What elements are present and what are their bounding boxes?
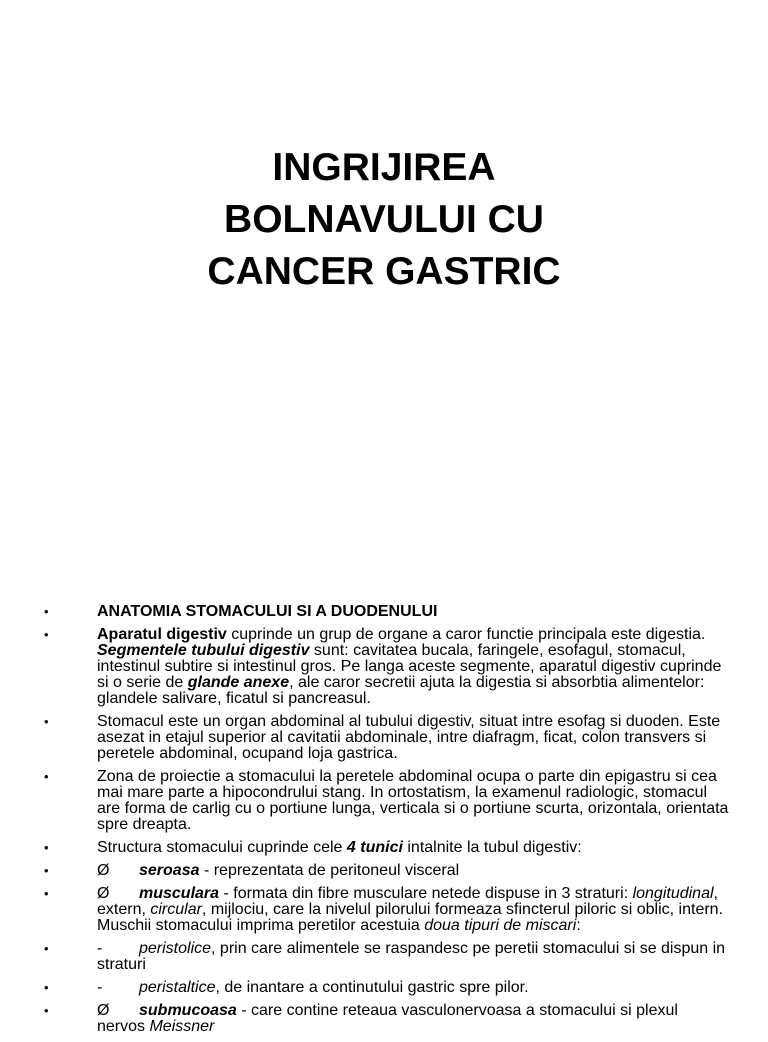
- text-run: 4 tunici: [346, 839, 403, 856]
- text-run: Segmentele tubului digestiv: [97, 642, 310, 659]
- text-run: sunt: cavitatea bucala, faringele, esofagul, stomacul, intestinul subtire si intestinul gros. Pe langa aceste segmente, aparatul digestiv cuprinde si o serie de: [97, 642, 722, 691]
- list-item-text: [97, 626, 721, 707]
- text-run: Stomacul este un organ abdominal al tubului digestiv, situat intre esofag si duoden. Este asezat in etajul superior al cavitatii abdominale, intre diafragm, ficat, colon transvers si peretele abdominal, ocupand loja gastrica.: [97, 713, 721, 762]
- list-item-text: [97, 862, 459, 879]
- text-run: cuprinde un grup de organe a caror functie principala este digestia.: [226, 626, 706, 643]
- list-item-text: [97, 940, 725, 973]
- text-run: - formata din fibre musculare netede dispuse in 3 straturi:: [219, 885, 633, 902]
- text-run: Structura stomacului cuprinde cele: [97, 839, 347, 856]
- list-item: [40, 863, 730, 879]
- text-run: , ale caror secretii ajuta la digestia si absorbtia alimentelor: glandele salivare, ficatul si pancreasul.: [97, 674, 705, 707]
- bullet-icon: •: [44, 886, 49, 901]
- dash-marker: -: [97, 940, 103, 957]
- text-run: , prin care alimentele se raspandesc pe peretii stomacului si se dispun in straturi: [97, 940, 726, 973]
- text-run: seroasa: [139, 862, 200, 879]
- text-run: circular: [150, 901, 202, 918]
- bullet-icon: •: [44, 604, 49, 619]
- list-item: [40, 886, 730, 934]
- list-item-text: [97, 603, 437, 620]
- list-item: [40, 604, 730, 620]
- dash-marker: -: [97, 979, 103, 996]
- text-run: :: [576, 917, 581, 934]
- text-run: ANATOMIA STOMACULUI SI A DUODENULUI: [97, 603, 438, 620]
- list-item-text: [97, 1002, 678, 1035]
- list-item-text: [97, 885, 723, 934]
- list-item: [40, 980, 730, 996]
- list-item-text: [97, 768, 728, 833]
- text-run: , de inantare a continutului gastric spre pilor.: [215, 979, 529, 996]
- text-run: peristolice: [139, 940, 212, 957]
- bullet-icon: •: [44, 1003, 49, 1018]
- text-run: Zona de proiectie a stomacului la peretele abdominal ocupa o parte din epigastru si cea mai mare parte a hipocondrului stang. In ortostatism, la examenul radiologic, stomacul are forma de carlig cu o portiune lunga, verticala si o portiune scurta, orizontala, orientata spre dreapta.: [97, 768, 729, 833]
- text-run: intalnite la tubul digestiv:: [402, 839, 582, 856]
- empty-set-marker: Ø: [97, 862, 110, 879]
- bullet-icon: •: [44, 714, 49, 729]
- list-item: [40, 714, 730, 762]
- list-item: [40, 627, 730, 707]
- list-item-text: [97, 713, 720, 762]
- page-title: [0, 142, 768, 298]
- bullet-icon: •: [44, 941, 49, 956]
- text-run: longitudinal: [632, 885, 714, 902]
- text-run: , mijlociu, care la nivelul pilorului formeaza sfincterul piloric si oblic, intern. Muschii stomacului imprima peretilor acestuia: [97, 901, 724, 934]
- title-line-2: BOLNAVULUI CU: [224, 198, 544, 241]
- text-run: submucoasa: [139, 1002, 237, 1019]
- list-item: [40, 840, 730, 856]
- text-run: Meissner: [149, 1018, 215, 1035]
- text-run: peristaltice: [139, 979, 216, 996]
- text-run: - care contine reteaua vasculonervoasa a stomacului si plexul nervos: [97, 1002, 678, 1035]
- bullet-icon: •: [44, 769, 49, 784]
- empty-set-marker: Ø: [97, 1002, 110, 1019]
- title-line-1: INGRIJIREA: [272, 146, 496, 189]
- empty-set-marker: Ø: [97, 885, 110, 902]
- text-run: glande anexe: [187, 674, 290, 691]
- text-run: Aparatul digestiv: [97, 626, 227, 643]
- list-item: [40, 769, 730, 833]
- list-item: [40, 941, 730, 973]
- list-item: [40, 1003, 730, 1035]
- bullet-icon: •: [44, 627, 49, 642]
- bullet-icon: •: [44, 840, 49, 855]
- list-item-text: [97, 979, 529, 996]
- text-run: doua tipuri de miscari: [424, 917, 577, 934]
- title-line-3: CANCER GASTRIC: [207, 250, 561, 293]
- bullet-icon: •: [44, 980, 49, 995]
- text-run: musculara: [139, 885, 220, 902]
- text-run: - reprezentata de peritoneul visceral: [199, 862, 460, 879]
- bullet-list: [40, 604, 730, 1042]
- list-item-text: [97, 839, 582, 856]
- text-run: , extern,: [97, 885, 718, 918]
- bullet-icon: •: [44, 863, 49, 878]
